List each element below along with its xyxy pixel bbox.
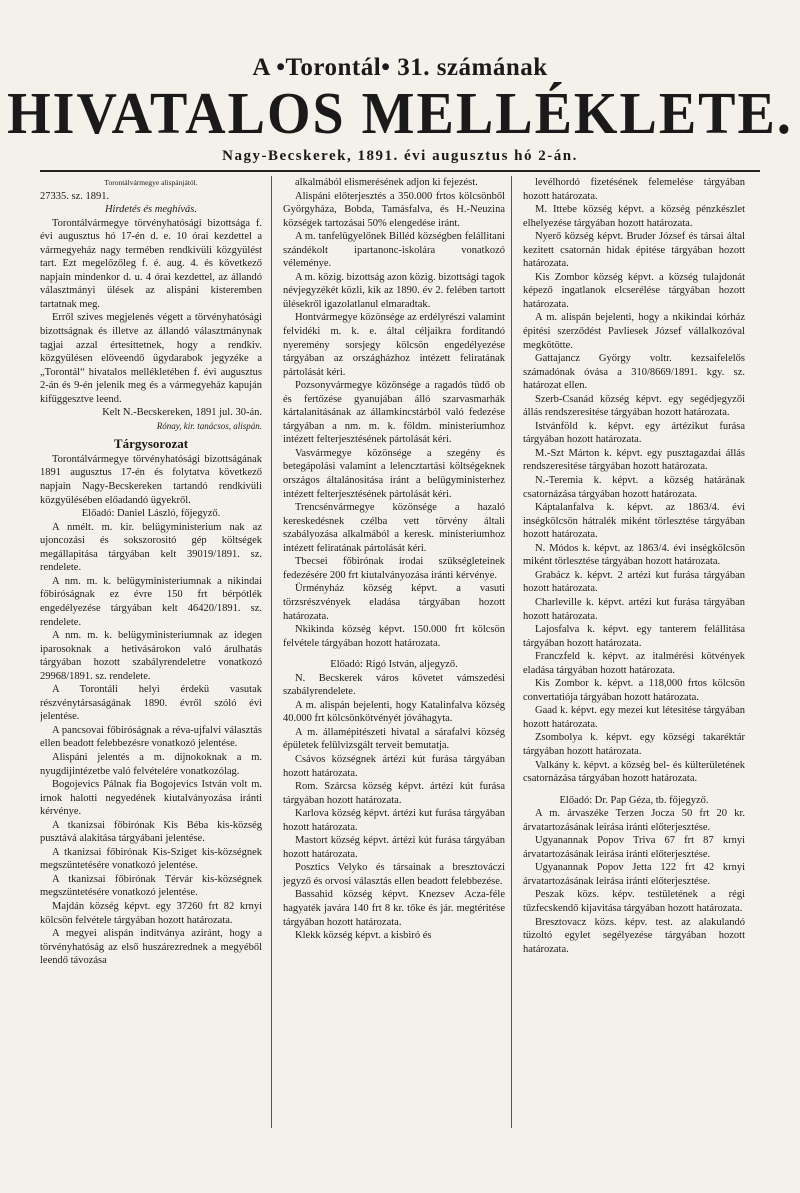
agenda-item: Lajosfalva k. képvt. egy tanterem felállitása tárgyában hozott határozata. bbox=[523, 624, 745, 649]
agenda-item: Nkikinda község képvt. 150.000 frt kölcsön felvétele tárgyában hozott határozata. bbox=[283, 624, 505, 649]
agenda-item: A m. államépitészeti hivatal a sárafalvi község épületek felülvizsgált terveit bemutatja. bbox=[283, 726, 505, 752]
agenda-item: Rom. Szárcsa község képvt. ártézi kút furása tárgyában hozott határozata. bbox=[283, 781, 505, 806]
agenda-title: Tárgysorozat bbox=[113, 436, 189, 452]
agenda-item: Ugyanannak Popov Triva 67 frt 87 krnyi árvatartozásának leirása iránti előterjesztése. bbox=[523, 835, 745, 860]
agenda-item: Kis Zombor k. képvt. a 118,000 frtos kölcsön convertatiója tárgyában hozott határozata. bbox=[523, 678, 745, 703]
supplement-subtitle: A •Torontál• 31. számának bbox=[252, 54, 548, 81]
agenda-item: levélhordó fizetésének felemelése tárgyában hozott határozata. bbox=[523, 177, 745, 202]
agenda-item: Alispáni jelentés a m. dijnokoknak a m. nyugdijintézetbe való felvételére vonatkozólag. bbox=[40, 751, 262, 777]
agenda-item: M.-Szt Márton k. képvt. egy pusztagazdai állás rendszeresitése tárgyában hozott határozata. bbox=[523, 447, 745, 473]
agenda-item: A tkanizsai főbirónak Kis-Sziget kis-községnek megszüntetésére vonatkozó jelentése. bbox=[40, 846, 262, 872]
agenda-item: Vasvármegye közönsége a szegény és betegápolási valamint a lelencztartási költségeknek országos általánositása iránt a belügyministerhez intézett felterjesztésének pártolását kéri. bbox=[283, 447, 505, 500]
agenda-item: N.-Teremia k. képvt. a község határának csatornázása tárgyában hozott határozata. bbox=[523, 475, 745, 500]
signed-line: Kelt N.-Becskereken, 1891 jul. 30-án. bbox=[102, 407, 262, 419]
agenda-item: Charleville k. képvt. artézi kut furása tárgyában hozott határozata. bbox=[523, 596, 745, 622]
agenda-list bbox=[283, 672, 505, 943]
agenda-item: Hontvármegye közönsége az erdélyrészi valamint felvidéki m. k. e. által céljaikra forditandó nyeremény sorsjegy kölcsön engedélyezése tárgyában az országházhoz intézett feliratának pártolását kéri. bbox=[283, 312, 505, 378]
agenda-item: Bogojevics Pálnak fia Bogojevics István volt m. irnok halotti negyedének kiutalványozása iránti kérvénye. bbox=[40, 779, 262, 818]
agenda-item: A megyei alispán inditványa aziránt, hogy a törvényhatóság az első huszárezrednek a megyéből leendő távozása bbox=[40, 928, 262, 967]
column-divider bbox=[511, 176, 512, 1128]
agenda-item: Gattajancz György voltr. kezsaifelelős számadónak óvása a 310/8669/1891. kgy. sz. határozat ellen. bbox=[523, 353, 745, 392]
agenda-list bbox=[283, 176, 505, 650]
column-divider bbox=[271, 176, 272, 1128]
agenda-item: Mastort község képvt. ártézi kút furása tárgyában hozott határozata. bbox=[283, 835, 505, 860]
agenda-item: Bassahid község képvt. Knezsev Acza-féle hagyaték javára 140 frt 8 kr. tőke és jár. megtéritése tárgyában hozott határozata. bbox=[283, 889, 505, 928]
agenda-item: Franczfeld k. képvt. az italmérési kötvények eladása tárgyában hozott határozata. bbox=[523, 651, 745, 676]
agenda-item: Valkány k. képvt. a község bel- és külterületének csatornázása tárgyában hozott határozata. bbox=[523, 759, 745, 785]
column-3 bbox=[523, 176, 745, 1176]
agenda-item: Bresztovacz közs. képv. test. az alakulandó tüzoltó egylet segélyezése tárgyában hozott határozata. bbox=[523, 916, 745, 955]
dateline: Nagy-Becskerek, 1891. évi augusztus hó 2-án. bbox=[222, 148, 578, 164]
agenda-item: Peszak közs. képv. testületének a régi tűzfecskendő kijavitása tárgyában hozott határozata. bbox=[523, 889, 745, 914]
agenda-list bbox=[40, 521, 262, 968]
agenda-item: Karlova község képvt. ártézi kut furása tárgyában hozott határozata. bbox=[283, 808, 505, 833]
agenda-item: Szerb-Csanád község képvt. egy segédjegyzői állás rendszeresitése tárgyában hozott határozata. bbox=[523, 393, 745, 419]
agenda-item: Gaad k. képvt. egy mezei kut létesitése tárgyában hozott határozata. bbox=[523, 705, 745, 730]
agenda-item: Tbecsei főbirónak irodai szükségleteinek fedezésére 200 frt kiutalványozása iránti kérvénye. bbox=[283, 556, 505, 581]
column-1 bbox=[40, 176, 262, 1176]
agenda-item: A m. alispán bejelenti, hogy a nkikindai kórház épitési szerződést Pavliesek József vállalkozóval megkötötte. bbox=[523, 312, 745, 351]
agenda-item: A pancsovai főbiróságnak a réva-ujfalvi választás ellen beadott felebbezésre vonatkozó jelentése. bbox=[40, 724, 262, 750]
agenda-item: A m. közig. bizottság azon közig. bizottsági tagok névjegyzékét közli, kik az 1890. év 2. felében tartott ülésekről igazolatlanul elmaradtak. bbox=[283, 271, 505, 310]
column-2 bbox=[283, 176, 505, 1176]
agenda-item: A tkanizsai főbirónak Térvár kis-községnek megszüntetésére vonatkozó jelentése. bbox=[40, 873, 262, 899]
agenda-item: Pozsonyvármegye közönsége a ragadós tüdő ob és fertőzése gyanujában álló szarvasmarhák kártalanitásának az államkincstárból való fedezése tárgyában a nm. m. k. földm. ministeriumhoz intézett felterjesztésének pártolását kéri. bbox=[283, 380, 505, 446]
agenda-item: N. Módos k. képvt. az 1863/4. évi inségkölcsön miként törlesztése tárgyában hozott határozata. bbox=[523, 542, 745, 568]
agenda-item: Káptalanfalva k. képvt. az 1863/4. évi inségkölcsön hátralék miként törlesztése tárgyában hozott határozata. bbox=[523, 502, 745, 541]
agenda-item: Posztics Velyko és társainak a bresztováczi jegyző és orvosi választás ellen beadott felebbezése. bbox=[283, 862, 505, 887]
agenda-item: Klekk község képvt. a kisbiró és bbox=[295, 930, 432, 942]
header-rule bbox=[40, 170, 760, 172]
rapporteur: Előadó: Daniel László, főjegyző. bbox=[81, 508, 221, 520]
rapporteur: Előadó: Dr. Pap Géza, tb. főjegyző. bbox=[559, 794, 709, 806]
agenda-item: Grabácz k. képvt. 2 artézi kut furása tárgyában hozott határozata. bbox=[523, 569, 745, 595]
agenda-item: Majdán község képvt. egy 37260 frt 82 krnyi kölcsön felvétele tárgyában hozott határozata. bbox=[40, 900, 262, 926]
agenda-item: A nmélt. m. kir. belügyministerium nak az ujoncozási és sokszorositó gép költségek megállapitása tárgyában kelt 39019/1891. sz. rendelete. bbox=[40, 521, 262, 574]
agenda-list bbox=[523, 807, 745, 956]
rapporteur: Előadó: Rigó István, aljegyző. bbox=[330, 659, 458, 671]
agenda-item: Trencsénvármegye közönsége a hazaló kereskedésnek czélba vett törvény általi szabályozása alkalmából a keresk. ministeriumhoz intézett feliratának pártolását kéri. bbox=[283, 502, 505, 554]
agenda-item: Csávos községnek ártézi kút furása tárgyában hozott határozata. bbox=[283, 753, 505, 779]
agenda-item: Istvánföld k. képvt. egy ártézikut furása tárgyában hozott határozata. bbox=[523, 420, 745, 446]
agenda-item: A m. árvaszéke Terzen Jocza 50 frt 20 kr. árvatartozásának leirása iránti előterjesztése. bbox=[523, 808, 745, 833]
agenda-item: Kis Zombor község képvt. a község tulajdonát képező ingatlanok elcserélése tárgyában hozott határozata. bbox=[523, 271, 745, 310]
agenda-item: A nm. m. k. belügyministeriumnak a nikindai főbiróságnak ez évre 150 frt bérpótlék engedélyezése tárgyában kelt 46420/1891. sz. rendelete. bbox=[40, 575, 262, 628]
notice-title: Hirdetés és meghívás. bbox=[104, 204, 198, 216]
document-number: 27335. sz. 1891. bbox=[40, 190, 110, 202]
issuing-office: Torontálvármegye alispánjától. bbox=[104, 178, 198, 187]
agenda-intro: Torontálvármegye törvényhatósági bizottságának 1891 augusztus 17-én és folytatva következő napjain Nagy-Becskereken tartandó rendkivüli közgyülésében előadandó ügyekről. bbox=[40, 453, 262, 506]
agenda-item: A Torontáli helyi érdekü vasutak részvénytársaságának 1890. évről szóló évi jelentése. bbox=[40, 684, 262, 723]
agenda-list bbox=[523, 176, 745, 786]
notice-paragraph: Torontálvármegye törvényhatósági bizottsága f. évi augusztus hó 17-én d. e. 10 órai kezdettel a vármegyeház nagy termében rendkivüli közgyülést tart. Ezt megelőzőleg f. é. aug. 4. és következő napjain mindenkor d. u. 4 órai kezdettel, az állandó választmányi ülések az alispáni kisteremben tartatnak meg. bbox=[40, 217, 262, 310]
page-title: HIVATALOS MELLÉKLETE. bbox=[7, 81, 793, 147]
agenda-item: Nyerő község képvt. Bruder József és társai által kezitett csatornán hidak épitése tárgyában hozott határozata. bbox=[523, 231, 745, 270]
agenda-item: A m. tanfelügyelőnek Billéd községben felállitani szándékolt ipartanonc-iskolára vonatkozó véleménye. bbox=[283, 231, 505, 270]
signer: Rónay, kir. tanácsos, alispán. bbox=[156, 420, 262, 431]
agenda-item: Ürményház község képvt. a vasuti törzsrészvények eladása tárgyában hozott határozata. bbox=[283, 583, 505, 622]
agenda-item: N. Becskerek város követet vámszedési szabályrendelete. bbox=[283, 672, 505, 698]
agenda-item: Alispáni előterjesztés a 350.000 frtos kölcsönből Györgyháza, Bobda, Tamásfalva, és H.-Neuzina községek tartozásai 50% elengedése iránt. bbox=[283, 190, 505, 229]
notice-paragraph: Erről szives megjelenés végett a törvényhatósági bizottságnak és illetve az állandó választmánynak tagjai azzal értesittetnek, hogy a rendkiv. közgyülésen elöveendő ügydarabok jegyzéke a „Torontál“ hivatalos mellékletében f. évi augusztus 2-án és 9-én jelenik meg és a vármegyeház kapuján kifüggesztve leend. bbox=[40, 312, 262, 405]
agenda-item: M. Ittebe község képvt. a község pénzkészlet elhelyezése tárgyában hozott határozata. bbox=[523, 204, 745, 229]
agenda-item: Zsombolya k. képvt. egy községi takaréktár tárgyában hozott határozata. bbox=[523, 732, 745, 757]
agenda-item: A nm. m. k. belügyministeriumnak az idegen iparosoknak a hetivásárokon való árulhatás tárgyában hozott szabályrendeletre vonatkozó 29968/1891. sz. rendelete. bbox=[40, 630, 262, 682]
agenda-item: A tkanizsai főbirónak Kis Béba kis-község pusztává alakitása tárgyábani jelentése. bbox=[40, 819, 262, 845]
agenda-item: alkalmából elismerésének adjon ki fejezést. bbox=[295, 177, 478, 188]
agenda-item: A m. alispán bejelenti, hogy Katalinfalva község 40.000 frt kölcsönkötvényét jóváhagyta. bbox=[283, 699, 505, 725]
agenda-item: Ugyanannak Popov Jetta 122 frt 42 krnyi árvatartozásának leirása iránti előterjesztése. bbox=[523, 862, 745, 887]
